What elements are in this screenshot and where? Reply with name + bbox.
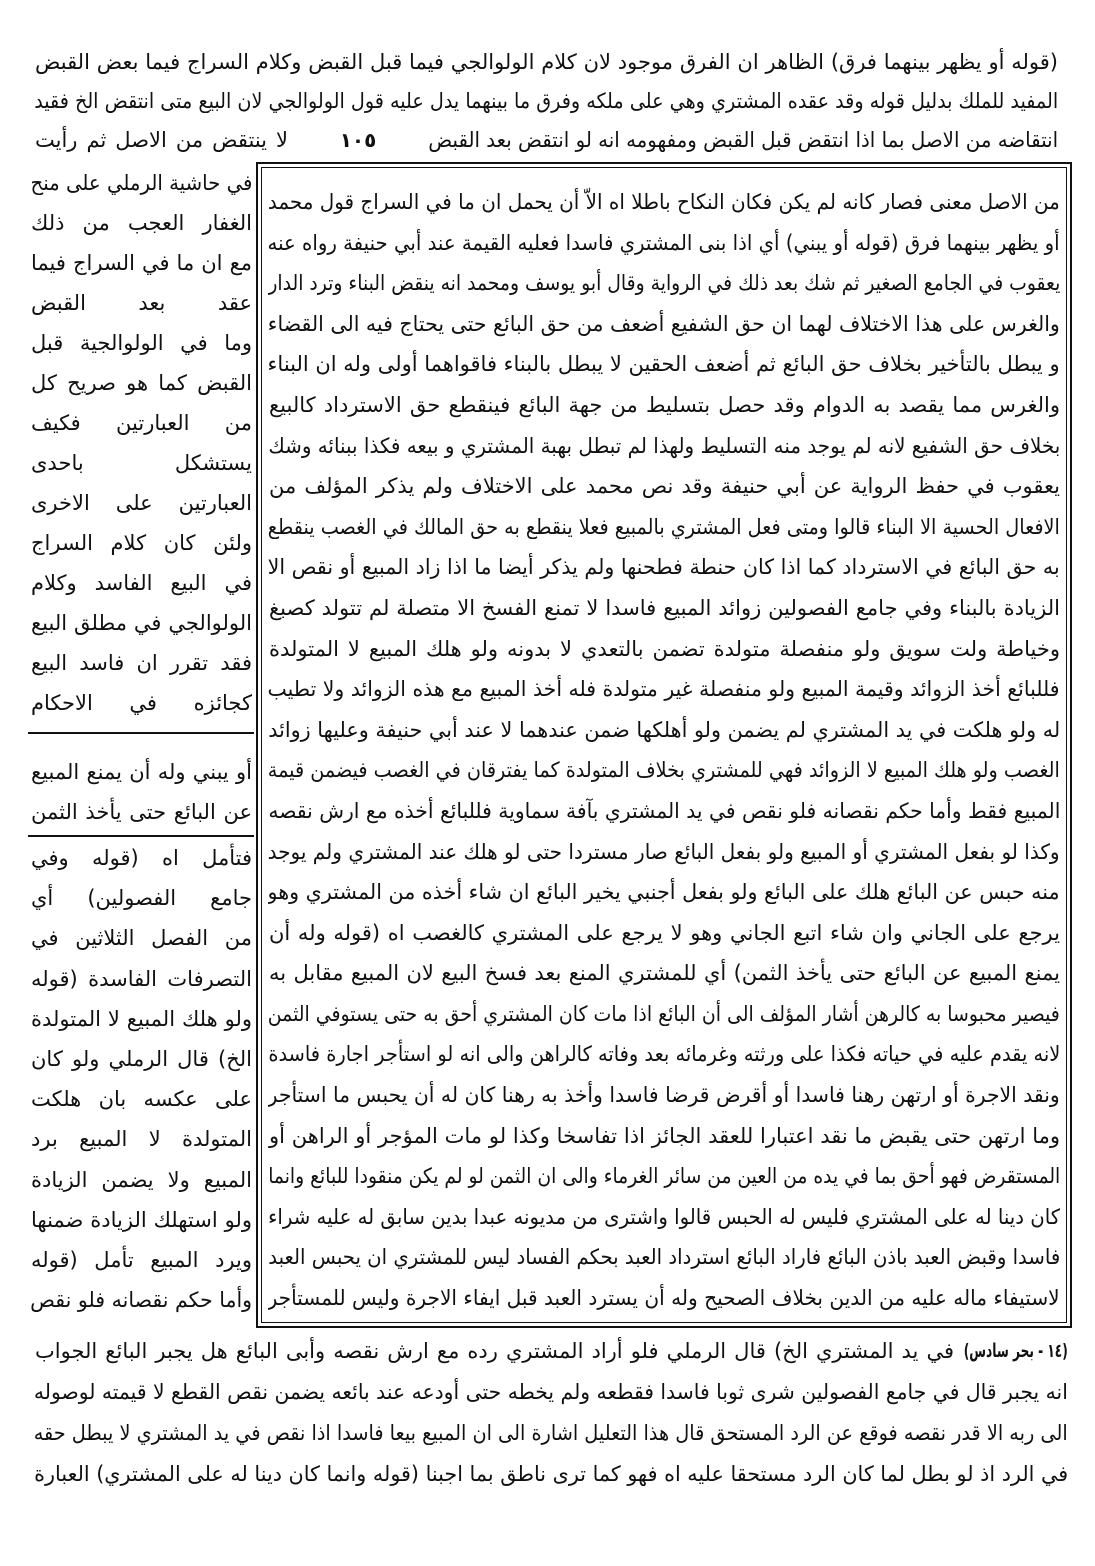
margin-note-line bbox=[30, 683, 252, 723]
main-text: وخياطة ولت سويق ولو منفصلة متولدة تضمن بالتعدي لا بدونه ولو هلك المبيع لا المتولدة bbox=[269, 636, 1060, 661]
footer-text-line bbox=[34, 1372, 1068, 1413]
margin-divider bbox=[28, 835, 254, 837]
header-text-line bbox=[34, 43, 1058, 82]
main-text: والغرس مما يقصد به الدوام وقد حصل بتسليط من جهة البائع فينقطع حق الاسترداد كالبيع bbox=[269, 392, 1060, 417]
main-text: لانه يقدم عليه في حياته فكذا على ورثته وغرمائه بعد وفاته كالراهن والى انه لو استأجر اجارة فاسدة bbox=[268, 1042, 1060, 1067]
margin-note-text: التصرفات الفاسدة (قوله bbox=[31, 966, 252, 991]
footer-text-line-with-signature bbox=[34, 1331, 1068, 1372]
margin-matn-text: عن البائع حتى يأخذ الثمن bbox=[31, 800, 252, 824]
margin-note-line bbox=[30, 443, 252, 483]
header-text: (قوله أو يظهر بينهما فرق) الظاهر ان الفرق موجود لان كلام الولوالجي فيما قبل القبض وكلام السراج فيما بعض القبض bbox=[35, 50, 1058, 74]
margin-note-text: المتولدة لا المبيع برد bbox=[31, 1127, 252, 1152]
margin-note-line bbox=[30, 203, 252, 243]
main-text: وكذا لو بفعل المشتري أو المبيع ولو بفعل البائع صار مستردا حتى لو هلك عند المشتري ولم يوجد bbox=[268, 839, 1060, 864]
footer-text: الى ربه الا قدر نقصه فوقع عن الرد المستحق قال هذا التعليل اشارة الى ان المبيع بيعا فاسدا اذا نقص في يد المشتري لا يبطل حقه bbox=[34, 1421, 1068, 1445]
margin-note-text: ولئن كان كلام السراج bbox=[31, 531, 252, 555]
margin-note-line bbox=[30, 163, 252, 203]
signature-mark bbox=[964, 1331, 1068, 1372]
main-text-line bbox=[268, 304, 1060, 345]
margin-note-line bbox=[30, 323, 252, 363]
main-text-line bbox=[268, 1278, 1060, 1319]
main-text-line bbox=[268, 263, 1060, 304]
margin-note-text: فقد تقرر ان فاسد البيع bbox=[31, 651, 252, 675]
main-text: و يبطل بالتأخير بخلاف حق البائع ثم أضعف الحقين لا يبطل بالبناء فاقواهما أولى وله ان البناء bbox=[268, 352, 1060, 377]
margin-note-line bbox=[30, 838, 252, 878]
main-text: به حق البائع في الاسترداد كما اذا كان حنطة فطحنها ولم يذكر أيضا ما اذا زاد المبيع أو نقص الا bbox=[268, 555, 1060, 580]
margin-note-line bbox=[30, 523, 252, 563]
main-text-line bbox=[268, 466, 1060, 507]
main-text-line bbox=[268, 426, 1060, 467]
main-text: فللبائع أخذ الزوائد وقيمة المبيع ولو منفصلة غير متولدة فله أخذ المبيع مع هذه الزوائد ولا تطيب bbox=[268, 677, 1060, 702]
main-text: فاسدا وقبض العبد باذن البائع فاراد البائع استرداد العبد بحكم الفساد ليس للمشتري ان يحبس العبد bbox=[268, 1245, 1060, 1270]
margin-note-text: العبارتين على الاخرى bbox=[31, 491, 252, 515]
main-text-line bbox=[268, 182, 1060, 223]
header-text: لا ينتقض من الاصل ثم رأيت bbox=[35, 128, 288, 152]
margin-matn-section bbox=[30, 752, 252, 832]
main-text: والغرس على هذا الاختلاف لهما ان حق الشفيع أضعف من حق البائع حتى يحتاج فيه الى القضاء bbox=[268, 311, 1060, 336]
margin-matn-line bbox=[30, 792, 252, 832]
main-text-line bbox=[268, 750, 1060, 791]
header-text-line bbox=[34, 82, 1058, 121]
main-text-line bbox=[268, 791, 1060, 832]
margin-divider bbox=[28, 732, 254, 734]
main-text-line bbox=[268, 507, 1060, 548]
main-text: بخلاف حق الشفيع لانه لم يوجد منه التسليط ولهذا لم تبطل بهبة المشتري و بيعه فكذا ببنائه وشك bbox=[268, 433, 1060, 458]
page-number: ١٠٥ bbox=[339, 128, 377, 152]
main-text-line bbox=[268, 1197, 1060, 1238]
header-text: انتقاضه من الاصل بما اذا انتقض قبل القبض ومفهومه انه لو انتقض بعد القبض bbox=[428, 128, 1058, 152]
margin-note-line bbox=[30, 1200, 252, 1240]
footer-text: في الرد اذ لو بطل لما كان الرد مستحقا عليه اه فهو كما ترى ناطق بما اجبنا (قوله وانما كان دينا له على المشتري) العبارة bbox=[34, 1462, 1068, 1486]
main-text-line bbox=[268, 344, 1060, 385]
margin-note-text: فتأمل اه (قوله وفي bbox=[31, 846, 252, 870]
margin-note-text: القبض كما هو صريح كل bbox=[31, 371, 252, 395]
margin-note-line bbox=[30, 243, 252, 283]
margin-note-line bbox=[30, 643, 252, 683]
main-text-line bbox=[268, 994, 1060, 1035]
main-text: وما ارتهن حتى يقبض ما نقد اعتبارا للعقد الجائز اذا تفاسخا وكذا لو مات المؤجر أو الراهن أو bbox=[269, 1123, 1060, 1148]
margin-note-text: يستشكل باحدى bbox=[31, 451, 252, 475]
main-text-line bbox=[268, 669, 1060, 710]
margin-note-text: الخ) قال الرملي ولو كان bbox=[31, 1046, 252, 1071]
margin-note-line bbox=[30, 1079, 252, 1119]
main-text: من الاصل معنى فصار كانه لم يكن فكان النكاح باطلا اه الاّ أن يحمل ان ما في السراج قول محمد bbox=[268, 190, 1060, 214]
margin-note-text: على عكسه بان هلكت bbox=[31, 1087, 252, 1112]
main-text: كان دينا له على المشتري فليس له الحبس قالوا واشترى من مديونه عبدا بدين سابق له عليه شراء bbox=[268, 1204, 1060, 1229]
header-line-left-segment bbox=[34, 121, 288, 160]
margin-note-line bbox=[30, 918, 252, 958]
header-text-line-with-page-number bbox=[34, 121, 1058, 160]
margin-note-line bbox=[30, 563, 252, 603]
main-text: المبيع فقط وأما حكم نقصانه فلو نقص في يد المشتري بآفة سماوية فللبائع أخذه مع ارش نقصه bbox=[268, 798, 1060, 823]
main-text-line bbox=[268, 629, 1060, 670]
main-text-line bbox=[268, 1075, 1060, 1116]
margin-note-text: الولوالجي في مطلق البيع bbox=[31, 611, 252, 635]
margin-note-line bbox=[30, 403, 252, 443]
margin-note-text: الغفار العجب من ذلك bbox=[31, 211, 252, 235]
footer-text-line bbox=[34, 1413, 1068, 1454]
main-text-line bbox=[268, 1237, 1060, 1278]
margin-note-text: ولو استهلك الزيادة ضمنها bbox=[31, 1207, 252, 1232]
margin-note-line bbox=[30, 1160, 252, 1200]
margin-note-text: المبيع ولا يضمن الزيادة bbox=[31, 1167, 252, 1192]
footer-commentary bbox=[34, 1331, 1068, 1495]
main-text-line bbox=[268, 953, 1060, 994]
margin-note-text: كجائزه في الاحكام bbox=[31, 691, 252, 715]
main-text: لاستيفاء ماله عليه من الدين بخلاف الصحيح وله أن يسترد العبد قبل ايفاء الاجرة وليس للمستأجر bbox=[268, 1286, 1060, 1311]
main-text: أو يظهر بينهما فرق (قوله أو يبني) أي اذا بنى المشتري فاسدا فعليه القيمة عند أبي حنيفة رواه عنه bbox=[268, 230, 1060, 255]
main-text-line bbox=[268, 710, 1060, 751]
footer-text: في يد المشتري الخ) قال الرملي فلو أراد المشتري رده مع ارش نقصه وأبى البائع هل يجبر البائع الجواب bbox=[35, 1339, 954, 1363]
header-text: المفيد للملك بدليل قوله وقد عقده المشتري وهي على ملكه وفرق ما بينهما يدل عليه قول الولوالجي لان البيع متى انتقض الخ فقيد bbox=[34, 89, 1058, 113]
margin-note-line bbox=[30, 603, 252, 643]
main-text: ونقد الاجرة أو ارتهن رهنا فاسدا أو أقرض قرضا فاسدا وأخذ به رهنا كان له أن يحبس ما استأجر bbox=[268, 1083, 1060, 1108]
main-text-column bbox=[268, 182, 1060, 1319]
main-text-line bbox=[268, 872, 1060, 913]
footer-text-line bbox=[34, 1454, 1068, 1495]
main-text-line bbox=[268, 385, 1060, 426]
main-text: الغصب ولو هلك المبيع لا الزوائد فهي للمشتري بخلاف المتولدة كما يفترقان في الغصب فيضمن قيمة bbox=[268, 758, 1060, 783]
margin-note-line bbox=[30, 283, 252, 323]
main-text: الزيادة بالبناء وفي جامع الفصولين زوائد المبيع فاسدا لا تمنع الفسخ الا متصلة لم تتولد كصبغ bbox=[269, 595, 1060, 620]
margin-note-text: عقد بعد القبض bbox=[31, 291, 252, 315]
main-text-line bbox=[268, 223, 1060, 264]
main-text-line bbox=[268, 913, 1060, 954]
main-text-line bbox=[268, 588, 1060, 629]
margin-note-section bbox=[30, 838, 252, 1320]
margin-note-text: ويرد المبيع تأمل (قوله bbox=[31, 1247, 252, 1272]
main-text-line bbox=[268, 1156, 1060, 1197]
margin-note-text: من العبارتين فكيف bbox=[31, 411, 252, 435]
main-text: المستقرض فهو أحق بما في يده من العين من سائر الغرماء والى ان الثمن لو لم يكن منقودا للبائع وانما bbox=[268, 1164, 1060, 1189]
margin-note-text: وأما حكم نقصانه فلو نقص bbox=[30, 1288, 252, 1313]
main-text: يعقوب في حفظ الرواية عن أبي حنيفة وقد نص محمد على الاختلاف ولم يذكر المؤلف من bbox=[269, 474, 1060, 499]
margin-note-line bbox=[30, 959, 252, 999]
main-text-line bbox=[268, 1034, 1060, 1075]
margin-note-text: مع ان ما في السراج فيما bbox=[31, 251, 252, 275]
margin-note-text: ولو هلك المبيع لا المتولدة bbox=[31, 1006, 252, 1031]
main-text: يرجع على الجاني وان شاء اتبع الجاني وهو لا يرجع على المشتري كالغصب اه (قوله وله أن bbox=[269, 920, 1060, 945]
header-line-right-segment bbox=[428, 121, 1058, 160]
margin-note-text: في البيع الفاسد وكلام bbox=[31, 571, 252, 595]
main-text: له ولو هلكت في يد المشتري لم يضمن ولو أهلكها ضمن عندهما لا عند أبي حنيفة وعليها زوائد bbox=[268, 717, 1060, 742]
header-commentary bbox=[34, 43, 1058, 160]
main-text-line bbox=[268, 547, 1060, 588]
main-text: فيصير محبوسا به كالرهن أشار المؤلف الى أن البائع اذا مات كان المشتري أحق به حتى يستوفي الثمن bbox=[268, 1001, 1060, 1026]
margin-note-line bbox=[30, 1119, 252, 1159]
margin-note-line bbox=[30, 1240, 252, 1280]
margin-note-line bbox=[30, 363, 252, 403]
signature-text: (١٤ - بحر سادس) bbox=[964, 1340, 1068, 1362]
main-text: منه حبس عن البائع هلك على البائع ولو بفعل أجنبي يخير البائع ان شاء أخذه من المشتري وهو bbox=[268, 880, 1060, 905]
main-text-line bbox=[268, 1116, 1060, 1157]
margin-note-line bbox=[30, 1039, 252, 1079]
margin-note-line bbox=[30, 999, 252, 1039]
margin-note-text: من الفصل الثلاثين في bbox=[31, 926, 252, 951]
margin-matn-text: أو يبني وله أن يمنع المبيع bbox=[31, 760, 252, 784]
footer-line-segment bbox=[34, 1331, 954, 1372]
main-text-line bbox=[268, 832, 1060, 873]
margin-note-text: وما في الولوالجية قبل bbox=[31, 331, 252, 355]
footer-text: انه يجبر قال في جامع الفصولين شرى ثوبا فاسدا فقطعه ولم يخطه حتى أودعه عند بائعه يضمن نقص القطع لا قيمته لوصوله bbox=[34, 1380, 1068, 1404]
margin-matn-line bbox=[30, 752, 252, 792]
main-text: يمنع المبيع عن البائع حتى يأخذ الثمن) أي للمشتري المنع بعد فسخ البيع لان المبيع مقابل به bbox=[269, 961, 1060, 986]
margin-note-line bbox=[30, 483, 252, 523]
margin-note-section bbox=[30, 163, 252, 723]
margin-note-text: في حاشية الرملي على منح bbox=[30, 171, 252, 195]
main-text: الافعال الحسية الا البناء قالوا ومتى فعل المشتري بالمبيع فعلا ينقطع به حق المالك في الغصب ينقطع bbox=[268, 514, 1060, 539]
margin-note-line bbox=[30, 878, 252, 918]
main-text: يعقوب في الجامع الصغير ثم شك بعد ذلك في الرواية وقال أبو يوسف ومحمد انه ينقض البناء وترد الدار bbox=[268, 271, 1060, 296]
margin-note-text: جامع الفصولين) أي bbox=[31, 886, 252, 911]
margin-note-line bbox=[30, 1280, 252, 1320]
